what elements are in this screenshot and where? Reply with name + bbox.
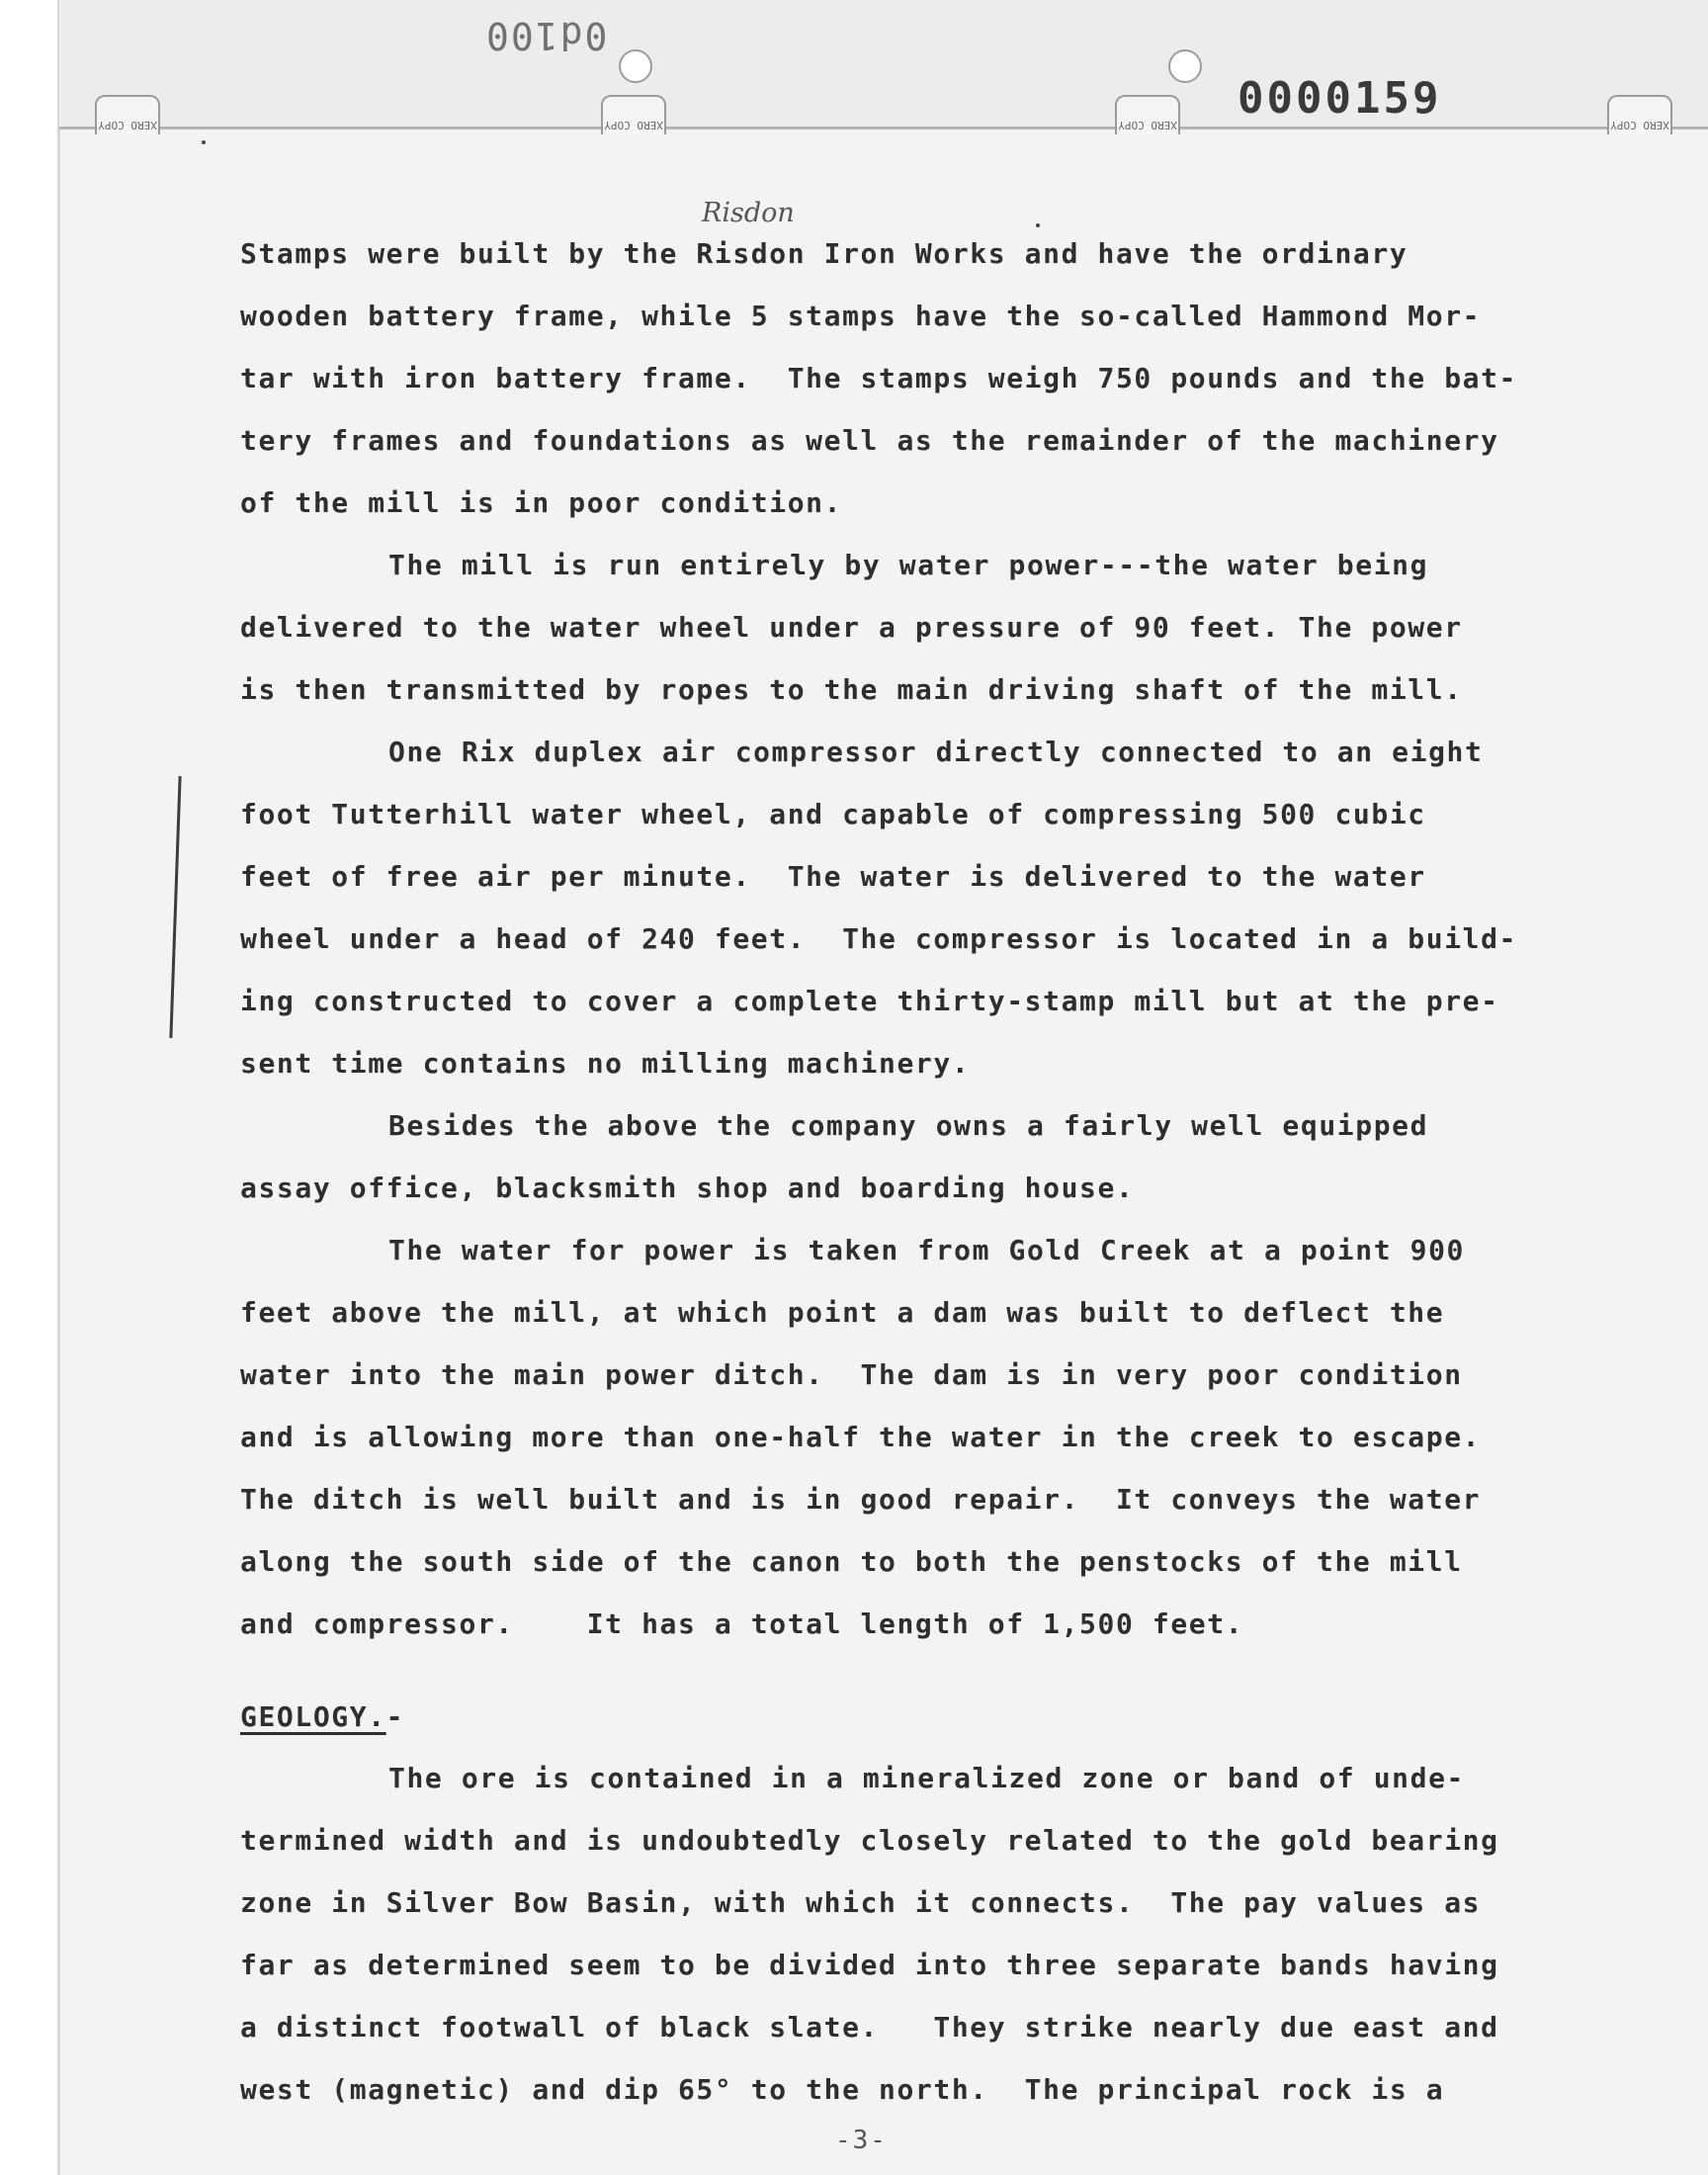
- text-line: a distinct footwall of black slate. They strike nearly due east and: [240, 2011, 1499, 2044]
- text-line: is then transmitted by ropes to the main driving shaft of the mill.: [240, 673, 1463, 706]
- text-line: foot Tutterhill water wheel, and capable of compressing 500 cubic: [240, 798, 1426, 830]
- handwritten-annotation: Risdon: [702, 198, 795, 228]
- text-line: ing constructed to cover a complete thirty-stamp mill but at the pre-: [240, 985, 1499, 1017]
- text-line: along the south side of the canon to both the penstocks of the mill: [240, 1545, 1463, 1578]
- text-line: delivered to the water wheel under a pressure of 90 feet. The power: [240, 611, 1463, 644]
- text-line: termined width and is undoubtedly closely related to the gold bearing: [240, 1824, 1499, 1857]
- scanner-margin: [0, 0, 57, 2175]
- text-line: zone in Silver Bow Basin, with which it connects. The pay values as: [240, 1886, 1482, 1919]
- punch-hole: [1168, 49, 1202, 83]
- text-line: feet of free air per minute. The water is delivered to the water: [240, 860, 1426, 893]
- text-line: feet above the mill, at which point a dam was built to deflect the: [240, 1296, 1445, 1329]
- copy-header-strip: [59, 0, 1708, 130]
- text-line: and compressor. It has a total length of 1,500 feet.: [240, 1608, 1244, 1640]
- page-edge: [57, 0, 60, 2175]
- bates-number: 0000159: [1238, 73, 1442, 124]
- text-line: west (magnetic) and dip 65° to the north. The principal rock is a: [240, 2073, 1445, 2106]
- text-line: of the mill is in poor condition.: [240, 486, 843, 519]
- xero-copy-tab: XERO COPY: [601, 95, 666, 134]
- text-line: The water for power is taken from Gold Creek at a point 900: [388, 1234, 1465, 1266]
- scan-speck: [202, 140, 206, 144]
- text-line: The ditch is well built and is in good repair. It conveys the water: [240, 1483, 1482, 1516]
- text-line: sent time contains no milling machinery.: [240, 1047, 971, 1080]
- text-line: Stamps were built by the Risdon Iron Works and have the ordinary: [240, 237, 1409, 270]
- section-heading: [240, 1700, 404, 1733]
- section-heading-label: GEOLOGY.: [240, 1700, 386, 1733]
- punch-hole: [619, 49, 652, 83]
- text-line: and is allowing more than one-half the water in the creek to escape.: [240, 1421, 1482, 1453]
- xero-copy-tab: XERO COPY: [95, 95, 160, 134]
- margin-mark: [169, 776, 181, 1038]
- text-line: One Rix duplex air compressor directly connected to an eight: [388, 736, 1484, 768]
- text-line: The mill is run entirely by water power---the water being: [388, 549, 1429, 581]
- text-line: water into the main power ditch. The dam is in very poor condition: [240, 1358, 1463, 1391]
- scan-speck: [1036, 223, 1040, 227]
- xero-copy-tab: XERO COPY: [1115, 95, 1180, 134]
- text-line: tery frames and foundations as well as the remainder of the machinery: [240, 424, 1499, 457]
- text-line: Besides the above the company owns a fairly well equipped: [388, 1109, 1429, 1142]
- text-line: tar with iron battery frame. The stamps weigh 750 pounds and the bat-: [240, 362, 1518, 394]
- xero-copy-tab: XERO COPY: [1607, 95, 1672, 134]
- text-line: wheel under a head of 240 feet. The compressor is located in a build-: [240, 922, 1518, 955]
- text-line: The ore is contained in a mineralized zone or band of unde-: [388, 1762, 1465, 1794]
- document-stamp-number: 0d100: [484, 14, 608, 57]
- page-number: -3-: [835, 2126, 888, 2155]
- section-heading-dash: -: [385, 1700, 405, 1733]
- text-line: assay office, blacksmith shop and boarding house.: [240, 1172, 1135, 1204]
- text-line: far as determined seem to be divided into three separate bands having: [240, 1949, 1499, 1981]
- text-line: wooden battery frame, while 5 stamps have the so-called Hammond Mor-: [240, 300, 1482, 332]
